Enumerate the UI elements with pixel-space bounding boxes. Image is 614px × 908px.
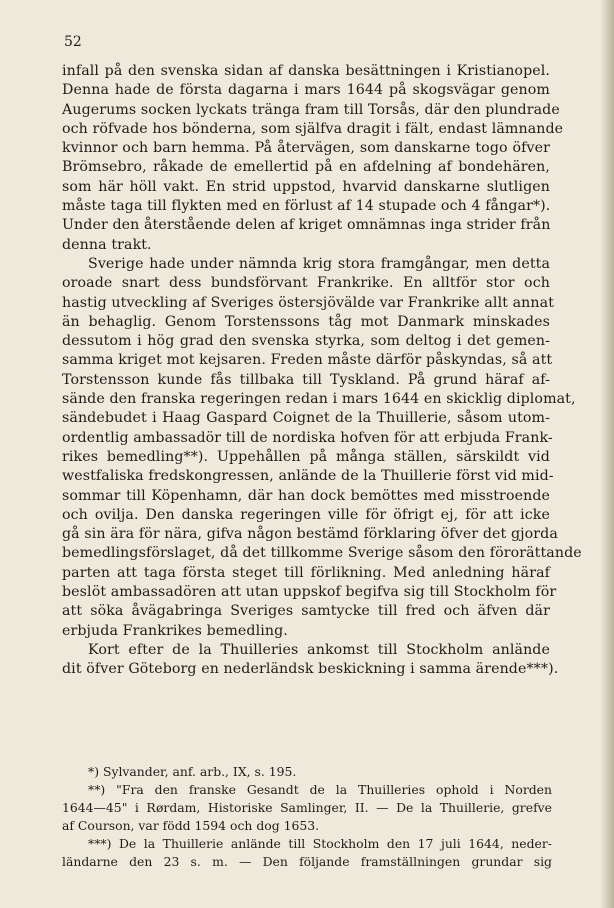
text-line: sände den franska regeringen redan i mars 1644 en skicklig diplomat, xyxy=(62,391,576,408)
footnote-line: ***) De la Thuillerie anlände till Stockholm den 17 juli 1644, neder- xyxy=(88,836,552,851)
text-line: westfaliska fredskongressen, anlände de la Thuillerie först vid mid- xyxy=(62,468,554,485)
text-line: samma kriget mot kejsaren. Freden måste därför påskyndas, så att xyxy=(62,352,553,369)
text-line: än behaglig. Genom Torstenssons tåg mot Danmark minskades xyxy=(62,313,550,330)
text-line: parten att taga första steget till förlikning. Med anledning häraf xyxy=(62,564,550,581)
text-line: infall på den svenska sidan af danska besättningen i Kristianopel. xyxy=(62,63,550,79)
text-line: bemedlingsförslaget, då det tillkomme Sverige såsom den förorättande xyxy=(62,545,582,562)
page-number: 52 xyxy=(64,34,82,50)
text-line: sändebudet i Haag Gaspard Coignet de la Thuillerie, såsom utom- xyxy=(62,410,550,427)
text-line: Under den återstående delen af kriget omnämnas inga strider från xyxy=(62,217,551,234)
text-line: ordentlig ambassadör till de nordiska hofven för att erbjuda Frank- xyxy=(62,429,553,446)
text-line: sommar till Köpenhamn, där han dock bemöttes med misstroende xyxy=(62,487,550,504)
text-line: beslöt ambassadören att utan uppskof begifva sig till Stockholm för xyxy=(62,584,557,601)
text-line: kvinnor och barn hemma. På återvägen, som danskarne togo öfver xyxy=(62,140,550,157)
text-line: oroade snart dess bundsförvant Frankrike. En alltför stor och xyxy=(62,275,550,292)
footnote-line: af Courson, var född 1594 och dog 1653. xyxy=(62,818,320,833)
text-line: och ovilja. Den danska regeringen ville för öfrigt ej, för att icke xyxy=(62,506,550,523)
text-line: Brömsebro, råkade de emellertid på en afdelning af bondehären, xyxy=(62,159,550,176)
text-line: rikes bemedling**). Uppehållen på många ställen, särskildt vid xyxy=(62,448,550,465)
text-line: och röfvade hos bönderna, som själfva dragit i fält, endast lämnande xyxy=(62,120,564,137)
text-line: dessutom i hög grad den svenska styrka, som deltog i det gemen- xyxy=(62,333,550,350)
text-line: Sverige hade under nämnda krig stora framgångar, men detta xyxy=(88,255,550,272)
text-line: måste taga till flykten med en förlust af 14 stupade och 4 fångar*). xyxy=(62,198,551,215)
text-line: erbjuda Frankrikes bemedling. xyxy=(62,622,288,639)
text-line: gå sin ära för nära, gifva någon bestämd förklaring öfver det gjorda xyxy=(62,526,558,543)
text-line: som här höll vakt. En strid uppstod, hvarvid danskarne slutligen xyxy=(62,178,550,195)
text-line: dit öfver Göteborg en nederländsk beskickning i samma ärende***). xyxy=(62,661,559,678)
text-line: Kort efter de la Thuilleries ankomst till Stockholm anlände xyxy=(88,641,550,658)
footnote-line: 1644—45" i Rørdam, Historiske Samlinger, II. — De la Thuillerie, grefve xyxy=(62,800,552,815)
footnotes xyxy=(62,763,552,871)
text-line: Torstensson kunde fås tillbaka till Tyskland. På grund häraf af- xyxy=(62,371,550,388)
footnote-line: **) "Fra den franske Gesandt de la Thuilleries ophold i Norden xyxy=(88,782,552,797)
footnote-line: *) Sylvander, anf. arb., IX, s. 195. xyxy=(88,764,297,779)
text-line: Augerums socken lyckats tränga fram till Torsås, där den plundrade xyxy=(62,101,560,118)
text-line: Denna hade de första dagarna i mars 1644 på skogsvägar genom xyxy=(62,82,550,99)
footnote-line: ländarne den 23 s. m. — Den följande framställningen grundar sig xyxy=(62,854,552,869)
text-line: denna trakt. xyxy=(62,236,152,253)
main-text xyxy=(62,62,582,680)
text-line: att söka åvägabringa Sveriges samtycke till fred och äfven där xyxy=(62,603,550,620)
text-line: hastig utveckling af Sveriges östersjövälde var Frankrike allt annat xyxy=(62,294,555,311)
page-edge-shadow xyxy=(600,0,614,908)
